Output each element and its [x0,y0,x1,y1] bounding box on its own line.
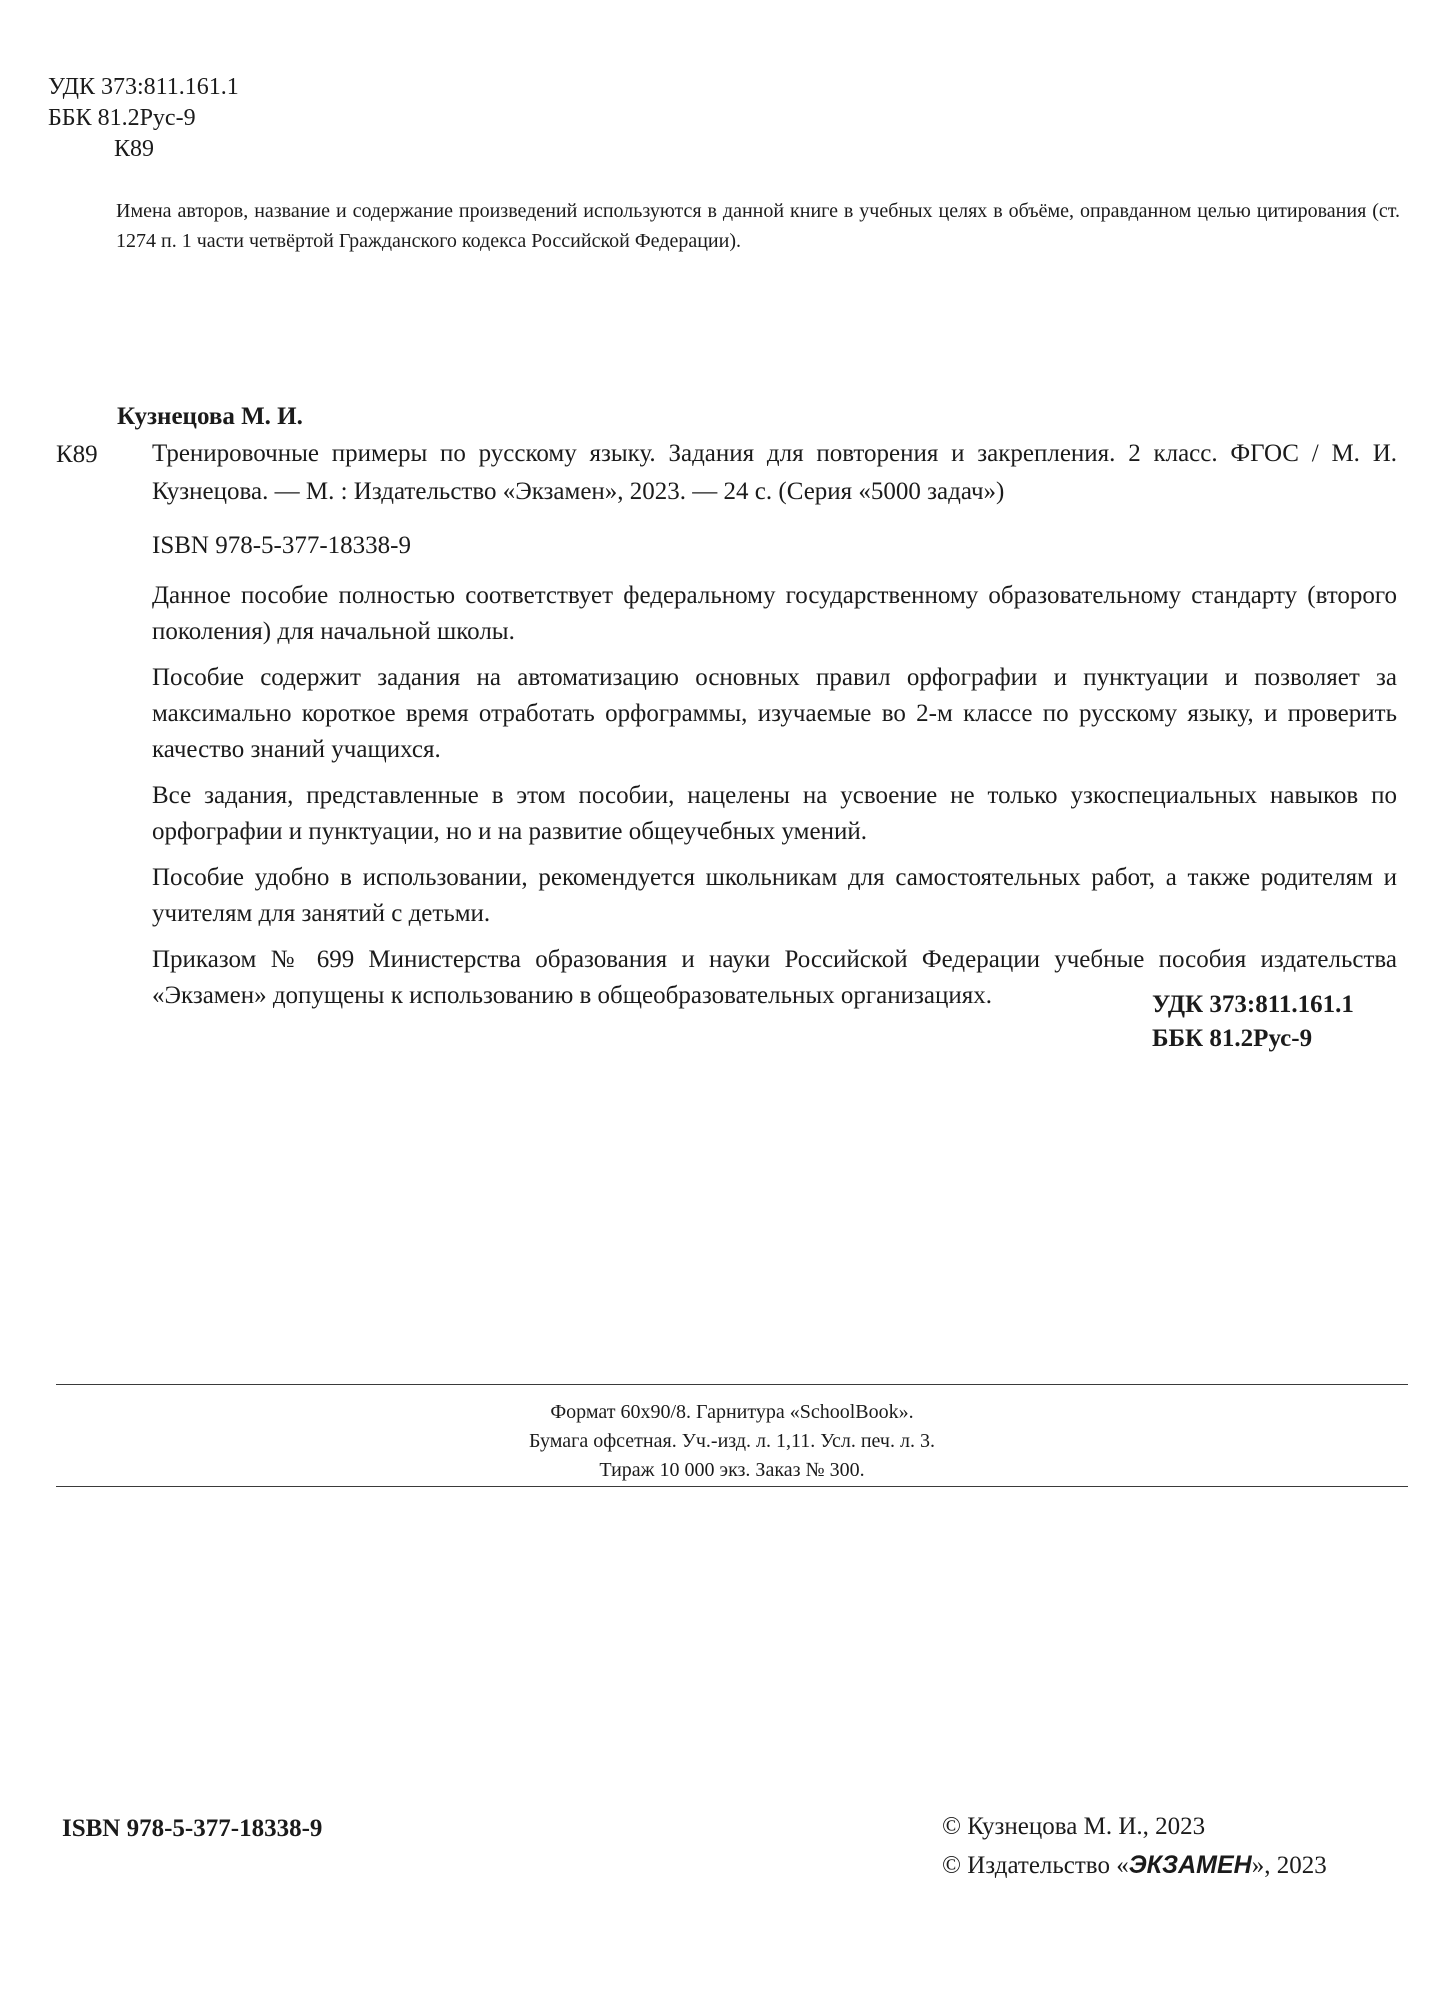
classification-header [48,72,239,165]
copyright-author: © Кузнецова М. И., 2023 [942,1813,1206,1840]
record-udk: УДК 373:811.161.1 [1152,991,1354,1018]
annotation-paragraph: Приказом № 699 Министерства образования и науки Российской Федерации учебные пособия издательства «Экзамен» допущены к использованию в общеобразовательных организациях. [152,946,1397,1009]
footer-isbn: ISBN 978-5-377-18338-9 [62,1815,323,1842]
imprint-block [56,1398,1408,1485]
copyright-block [942,1808,1327,1885]
copyright-notice: Имена авторов, название и содержание произведений используются в данной книге в учебных целях в объёме, оправданном целью цитирования (ст. 1274 п. 1 части четвёртой Гражданского кодекса Российской Федерации). [116,200,1400,252]
imprint-paper: Бумага офсетная. Уч.-изд. л. 1,11. Усл. печ. л. 3. [529,1430,935,1452]
udk-code: УДК 373:811.161.1 [48,74,239,100]
imprint-print-run: Тираж 10 000 экз. Заказ № 300. [599,1459,865,1481]
author-mark: К89 [114,136,155,162]
annotation-paragraph: Данное пособие полностью соответствует федеральному государственному образовательному стандарту (второго поколения) для начальной школы. [152,582,1397,645]
annotation-paragraph: Пособие удобно в использовании, рекомендуется школьникам для самостоятельных работ, а также родителям и учителям для занятий с детьми. [152,864,1397,927]
record-isbn: ISBN 978-5-377-18338-9 [152,532,412,559]
copyright-publisher-prefix: © Издательство « [942,1852,1129,1879]
copyright-publisher-suffix: », 2023 [1251,1852,1327,1879]
copyright-publisher [942,1846,1327,1885]
annotation-paragraph: Все задания, представленные в этом пособии, нацелены на усвоение не только узкоспециальных навыков по орфографии и пунктуации, но и на развитие общеучебных умений. [152,782,1397,845]
annotation [152,578,1397,1024]
bbk-code: ББК 81.2Рус-9 [48,105,196,131]
imprint-bottom-rule [56,1486,1408,1487]
author-heading: Кузнецова М. И. [117,403,303,430]
record-author-mark: К89 [56,441,98,468]
imprint-format: Формат 60х90/8. Гарнитура «SchoolBook». [550,1401,914,1423]
imprint-top-rule [56,1384,1408,1385]
record-bbk: ББК 81.2Рус-9 [1152,1025,1313,1052]
bibliographic-description: Тренировочные примеры по русскому языку. Задания для повторения и закрепления. 2 класс. ФГОС / М. И. Кузнецова. — М. : Издательство «Экзамен», 2023. — 24 с. (Серия «5000 задач») [152,440,1397,505]
record-classification [1152,988,1354,1056]
annotation-paragraph: Пособие содержит задания на автоматизацию основных правил орфографии и пунктуации и позволяет за максимально короткое время отработать орфограммы, изучаемые во 2-м классе по русскому языку, и проверить качество знаний учащихся. [152,664,1397,763]
publisher-brand: ЭКЗАМЕН [1128,1851,1252,1879]
